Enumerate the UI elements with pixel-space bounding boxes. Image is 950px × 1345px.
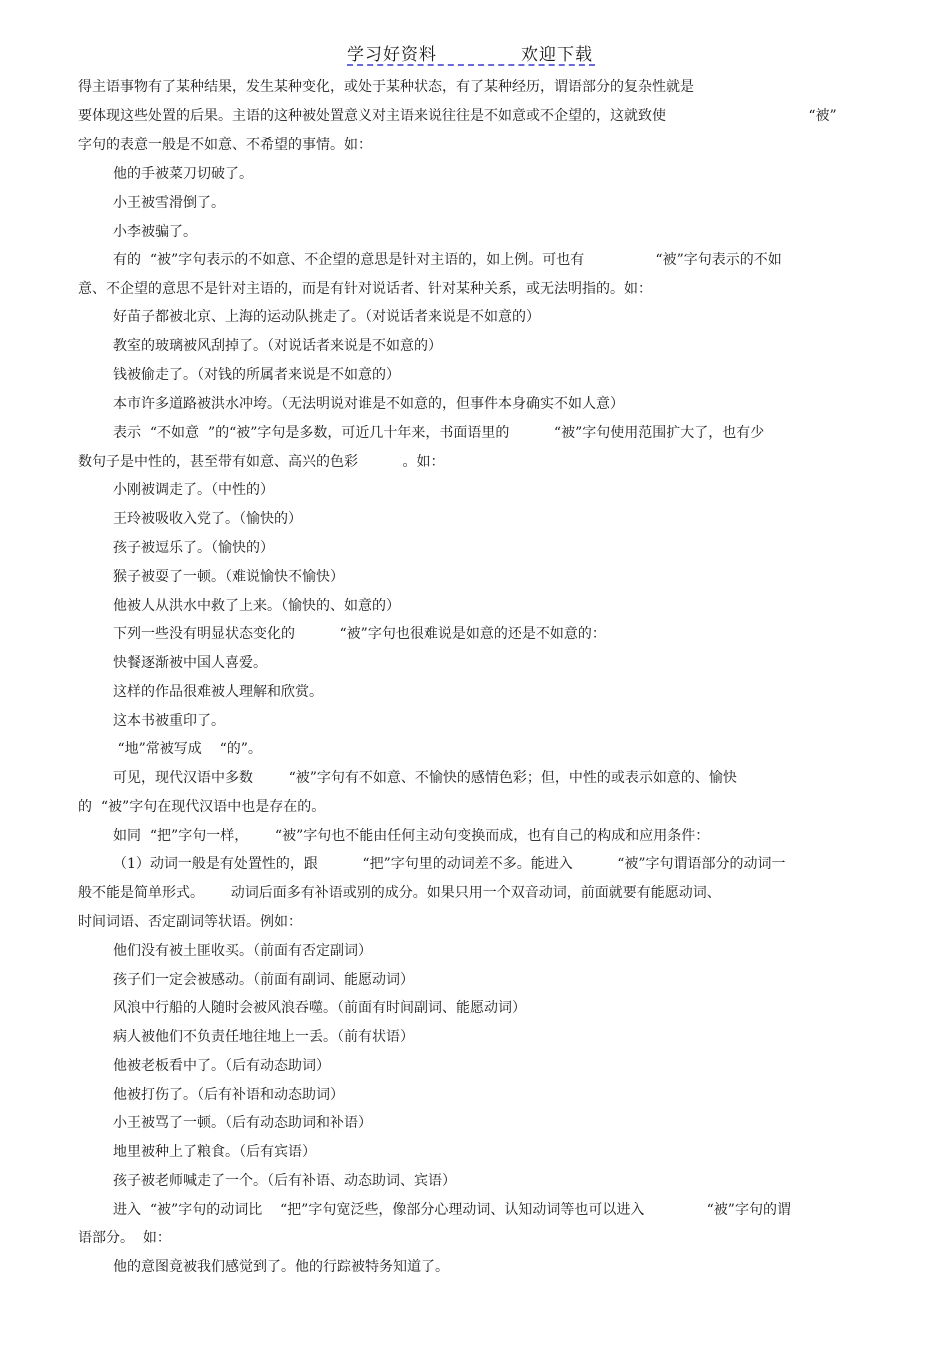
text-line: 的 “被”字句在现代汉语中也是存在的。 — [78, 799, 326, 815]
text-line: 他的意图竟被我们感觉到了。他的行踪被特务知道了。 — [113, 1259, 449, 1275]
text-line: 教室的玻璃被风刮掉了。（对说话者来说是不如意的） — [113, 338, 442, 354]
text-line: “地”常被写成 “的”。 — [113, 741, 262, 757]
text-line: 王玲被吸收入党了。（愉快的） — [113, 511, 302, 527]
header-right-text: 欢迎下载 — [521, 45, 593, 65]
text-line: 好苗子都被北京、上海的运动队挑走了。（对说话者来说是不如意的） — [113, 309, 540, 325]
text-line: 字句的表意一般是不如意、不希望的事情。如： — [78, 137, 372, 153]
text-line: 小王被雪滑倒了。 — [113, 195, 225, 211]
text-line: 如同 “把”字句一样， “被”字句也不能由任何主动句变换而成，也有自己的构成和应用条件： — [113, 828, 710, 844]
text-line: 般不能是简单形式。 动词后面多有补语或别的成分。如果只用一个双音动词，前面就要有能愿动词、 — [78, 885, 721, 901]
text-line: 孩子被逗乐了。（愉快的） — [113, 540, 274, 556]
text-line: 孩子被老师喊走了一个。（后有补语、动态助词、宾语） — [113, 1173, 456, 1189]
text-line: 钱被偷走了。（对钱的所属者来说是不如意的） — [113, 367, 400, 383]
page-header — [0, 40, 950, 68]
text-line: 小李被骗了。 — [113, 224, 197, 240]
text-line: 他们没有被土匪收买。（前面有否定副词） — [113, 943, 372, 959]
text-line: 可见，现代汉语中多数 “被”字句有不如意、不愉快的感情色彩；但，中性的或表示如意的、愉快 — [113, 770, 737, 786]
text-line: 孩子们一定会被感动。（前面有副词、能愿动词） — [113, 972, 414, 988]
text-line: 地里被种上了粮食。（后有宾语） — [113, 1144, 316, 1160]
text-line: 猴子被耍了一顿。（难说愉快不愉快） — [113, 569, 344, 585]
text-line: 他的手被菜刀切破了。 — [113, 166, 253, 182]
text-line: 要体现这些处置的后果。主语的这种被处置意义对主语来说往往是不如意或不企望的，这就致使 “被” — [78, 108, 837, 124]
text-line: 他被人从洪水中救了上来。（愉快的、如意的） — [113, 598, 400, 614]
text-line: 小刚被调走了。（中性的） — [113, 482, 274, 498]
text-line: 本市许多道路被洪水冲垮。（无法明说对谁是不如意的，但事件本身确实不如人意） — [113, 396, 624, 412]
text-line: 病人被他们不负责任地往地上一丢。（前有状语） — [113, 1029, 414, 1045]
text-line: 得主语事物有了某种结果，发生某种变化，或处于某种状态，有了某种经历，谓语部分的复杂性就是 — [78, 79, 694, 95]
text-line: 进入 “被”字句的动词比 “把”字句宽泛些，像部分心理动词、认知动词等也可以进入 “被”字句的谓 — [113, 1202, 791, 1218]
text-line: 时间词语、否定副词等状语。例如： — [78, 914, 302, 930]
text-line: 有的 “被”字句表示的不如意、不企望的意思是针对主语的，如上例。可也有 “被”字句表示的不如 — [113, 252, 782, 268]
text-line: 意、不企望的意思不是针对主语的，而是有针对说话者、针对某种关系，或无法明指的。如： — [78, 281, 652, 297]
text-line: 他被老板看中了。（后有动态助词） — [113, 1058, 330, 1074]
text-line: 这本书被重印了。 — [113, 713, 225, 729]
text-line: 小王被骂了一顿。（后有动态助词和补语） — [113, 1115, 372, 1131]
text-line: 表示 “不如意 ”的“被”字句是多数，可近几十年来，书面语里的 “被”字句使用范围扩大了，也有少 — [113, 425, 765, 441]
header-underline — [347, 64, 595, 66]
text-line: 他被打伤了。（后有补语和动态助词） — [113, 1087, 344, 1103]
text-line: 语部分。 如： — [78, 1230, 171, 1246]
text-line: 数句子是中性的，甚至带有如意、高兴的色彩 。如： — [78, 454, 445, 470]
text-line: 下列一些没有明显状态变化的 “被”字句也很难说是如意的还是不如意的： — [113, 626, 606, 642]
text-line: 风浪中行船的人随时会被风浪吞噬。（前面有时间副词、能愿动词） — [113, 1000, 526, 1016]
header-left-text: 学习好资料 — [347, 45, 437, 65]
text-line: 这样的作品很难被人理解和欣赏。 — [113, 684, 323, 700]
text-line: 快餐逐渐被中国人喜爱。 — [113, 655, 267, 671]
text-line: （1）动词一般是有处置性的，跟 “把”字句里的动词差不多。能进入 “被”字句谓语部分的动词一 — [113, 856, 786, 872]
